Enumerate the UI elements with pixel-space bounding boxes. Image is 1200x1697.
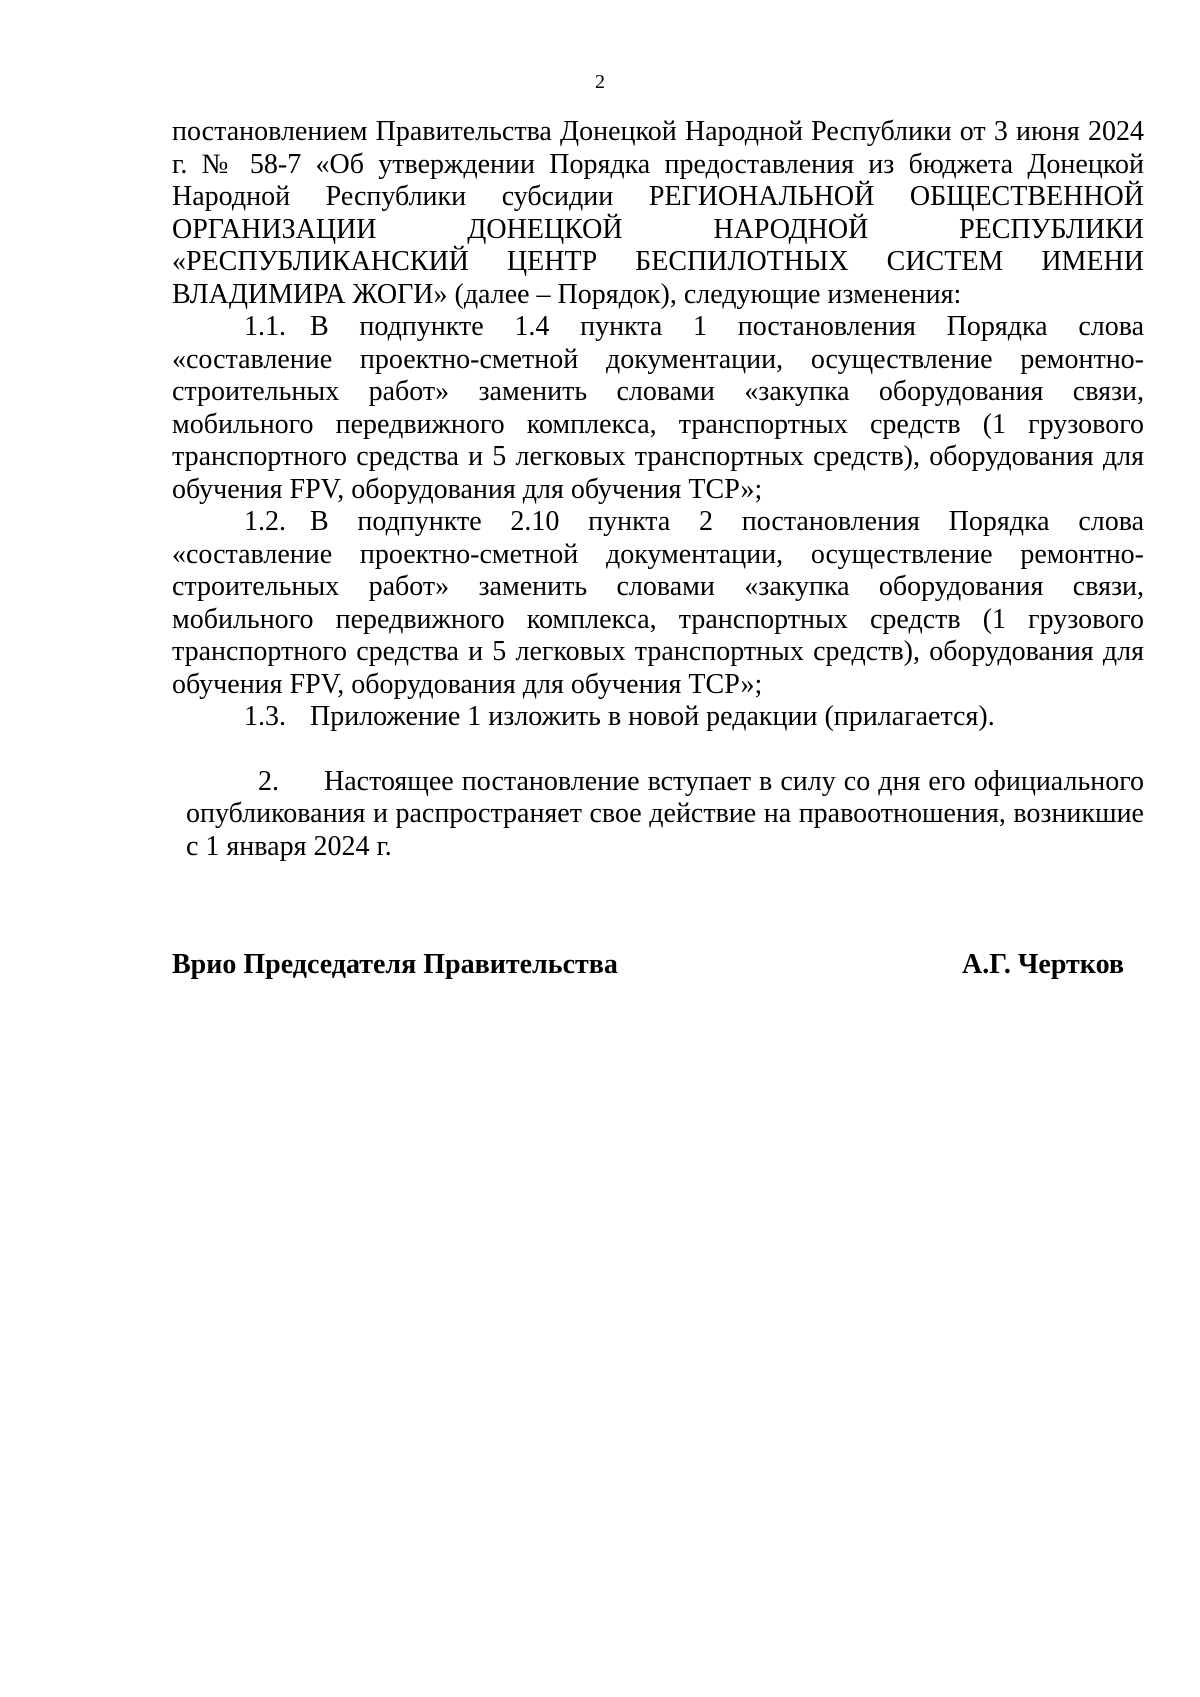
item-number: 2. <box>258 765 279 797</box>
item-text: В подпункте 2.10 пункта 2 постановления Порядка слова «составление проектно-сметной документации, осуществление ремонтно-строительных работ» заменить словами «закупка оборудования связи, мобильного передвижного комплекса, транспортных средств (1 грузового транспортного средства и 5 легковых транспортных средств), оборудования для обучения FPV, оборудования для обучения ТСР»; <box>172 506 1144 700</box>
intro-paragraph: постановлением Правительства Донецкой Народной Республики от 3 июня 2024 г. № 58-7 «Об утверждении Порядка предоставления из бюджета Донецкой Народной Республики субсидии РЕГИОНАЛЬНОЙ ОБЩЕСТВЕННОЙ ОРГАНИЗАЦИИ ДОНЕЦКОЙ НАРОДНОЙ РЕСПУБЛИКИ «РЕСПУБЛИКАНСКИЙ ЦЕНТР БЕСПИЛОТНЫХ СИСТЕМ ИМЕНИ ВЛАДИМИРА ЖОГИ» (далее – Порядок), следующие изменения: <box>172 116 1144 310</box>
item-number: 1.1. <box>244 311 286 342</box>
item-text: В подпункте 1.4 пункта 1 постановления Порядка слова «составление проектно-сметной документации, осуществление ремонтно-строительных работ» заменить словами «закупка оборудования связи, мобильного передвижного комплекса, транспортных средств (1 грузового транспортного средства и 5 легковых транспортных средств), оборудования для обучения FPV, оборудования для обучения ТСР»; <box>172 311 1144 505</box>
item-text: Настоящее постановление вступает в силу со дня его официального опубликования и распространяет свое действие на правоотношения, возникшие с 1 января 2024 г. <box>186 765 1144 862</box>
signatory-name: А.Г. Чертков <box>962 949 1124 980</box>
item-text: Приложение 1 изложить в новой редакции (прилагается). <box>310 701 995 732</box>
item-2-paragraph <box>186 766 1144 864</box>
decree-body <box>172 116 1144 863</box>
signatory-position: Врио Председателя Правительства <box>172 949 618 980</box>
item-1-3-paragraph <box>172 701 1144 734</box>
item-number: 1.2. <box>244 506 286 537</box>
item-number: 1.3. <box>244 701 286 732</box>
page-number: 2 <box>595 71 605 93</box>
item-1-2-paragraph <box>172 506 1144 701</box>
paragraph-spacer <box>172 734 1144 766</box>
item-1-1-paragraph <box>172 311 1144 506</box>
